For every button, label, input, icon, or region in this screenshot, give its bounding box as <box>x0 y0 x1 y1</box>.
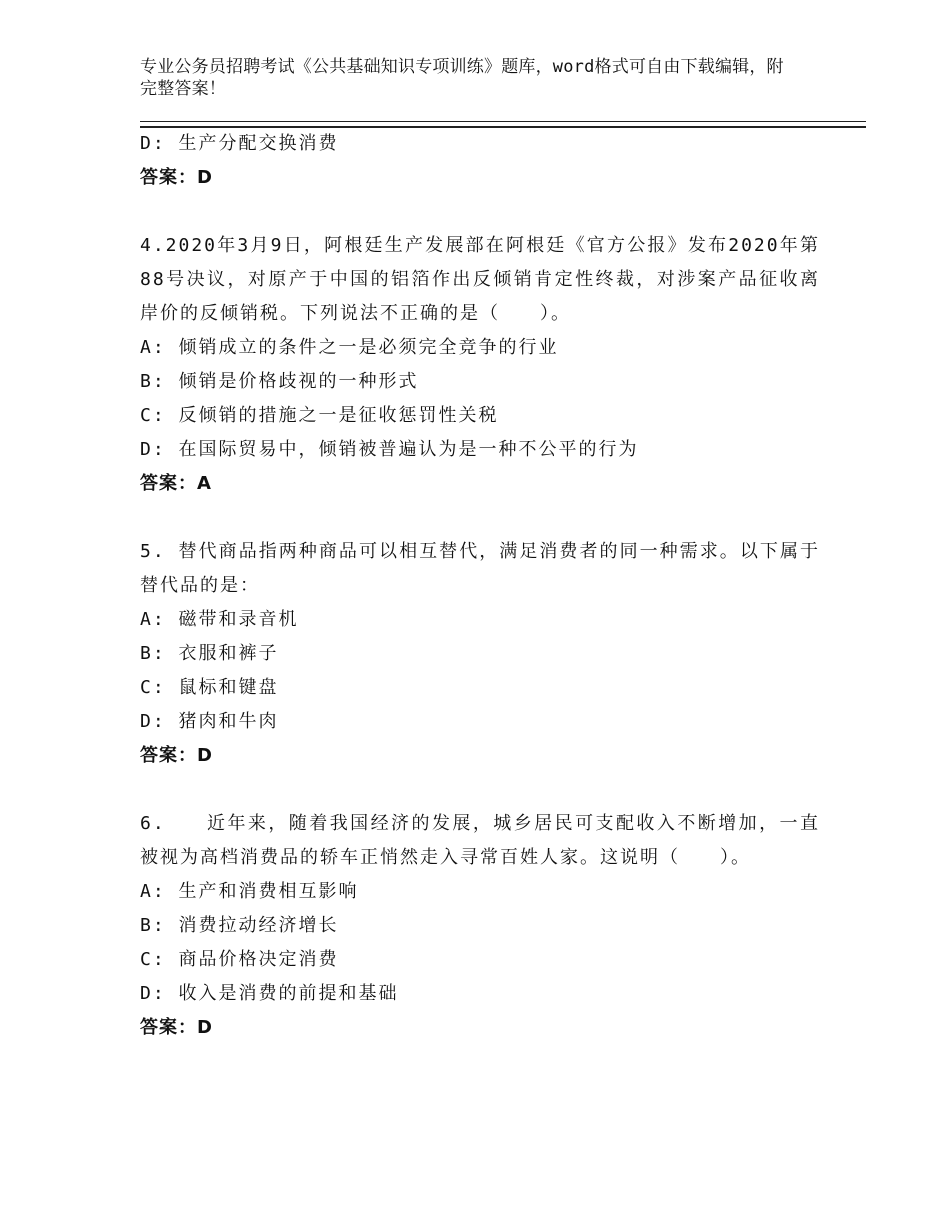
q6-option-b: B: 消费拉动经济增长 <box>140 915 339 936</box>
q4-option-b: B: 倾销是价格歧视的一种形式 <box>140 371 419 392</box>
spacer <box>140 195 820 229</box>
q6-answer: 答案：D <box>140 1017 213 1038</box>
q6-option-d: D: 收入是消费的前提和基础 <box>140 983 399 1004</box>
spacer <box>140 501 820 535</box>
q3-option-d: D: 生产分配交换消费 <box>140 133 339 154</box>
q4-option-c: C: 反倾销的措施之一是征收惩罚性关税 <box>140 405 499 426</box>
q4-option-d: D: 在国际贸易中，倾销被普遍认为是一种不公平的行为 <box>140 439 639 460</box>
q4-option-a: A: 倾销成立的条件之一是必须完全竞争的行业 <box>140 337 559 358</box>
q3-answer: 答案：D <box>140 167 213 188</box>
question-4 <box>140 229 820 501</box>
q4-answer: 答案：A <box>140 473 212 494</box>
question-6 <box>140 807 820 1045</box>
q5-answer: 答案：D <box>140 745 213 766</box>
q5-option-d: D: 猪肉和牛肉 <box>140 711 279 732</box>
page-header: 专业公务员招聘考试《公共基础知识专项训练》题库，word格式可自由下载编辑，附完整答案！ <box>140 57 784 99</box>
q6-stem: 6. 近年来，随着我国经济的发展，城乡居民可支配收入不断增加，一直被视为高档消费品的轿车正悄然走入寻常百姓人家。这说明（ ）。 <box>140 813 820 868</box>
q5-option-a: A: 磁带和录音机 <box>140 609 299 630</box>
question-5 <box>140 535 820 773</box>
q4-stem: 4.2020年3月9日，阿根廷生产发展部在阿根廷《官方公报》发布2020年第88号决议，对原产于中国的铝箔作出反倾销肯定性终裁，对涉案产品征收离岸价的反倾销税。下列说法不正确的是（ ）。 <box>140 235 820 324</box>
q6-option-a: A: 生产和消费相互影响 <box>140 881 359 902</box>
q6-option-c: C: 商品价格决定消费 <box>140 949 339 970</box>
question-list <box>140 127 820 1045</box>
q5-stem: 5. 替代商品指两种商品可以相互替代，满足消费者的同一种需求。以下属于替代品的是： <box>140 541 820 596</box>
q5-option-b: B: 衣服和裤子 <box>140 643 279 664</box>
q5-option-c: C: 鼠标和键盘 <box>140 677 279 698</box>
spacer <box>140 773 820 807</box>
